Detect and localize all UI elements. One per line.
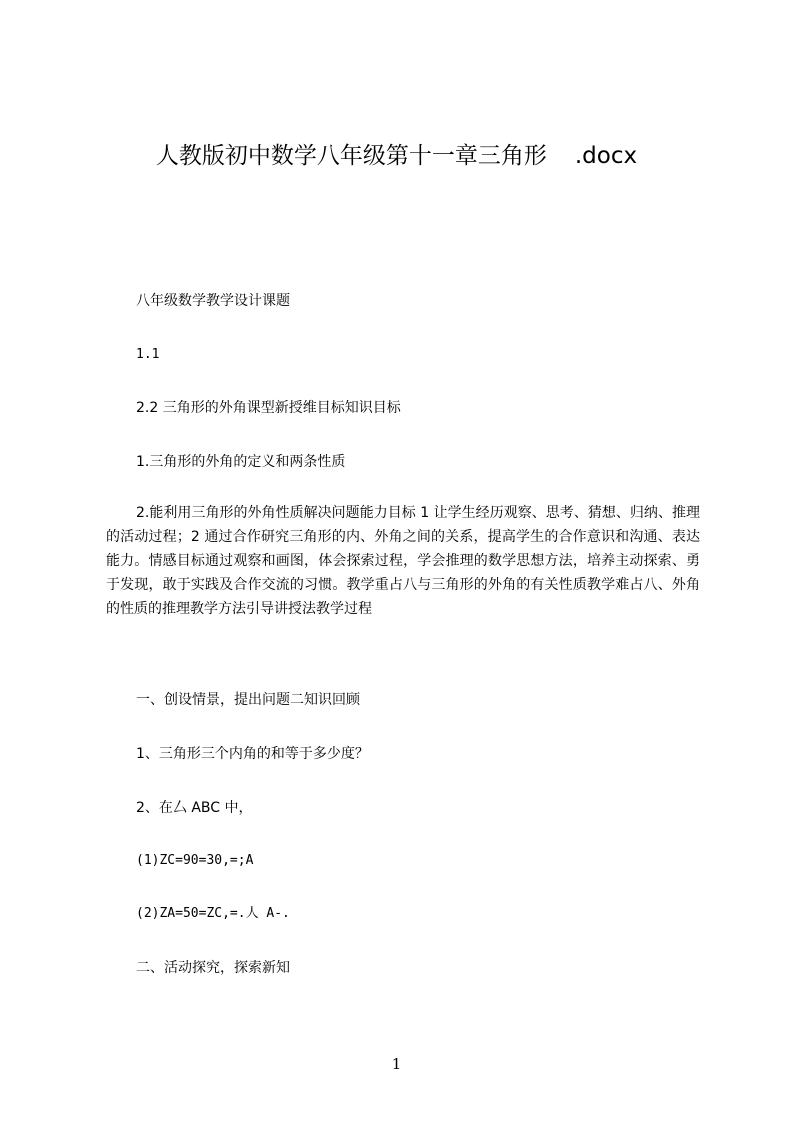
title-text: 人教版初中数学八年级第十一章三角形 <box>155 143 547 169</box>
question-two-part-two: (2)ZA=50=ZC,=.人 A-. <box>136 906 290 921</box>
paragraph-section-2-2: 2.2 三角形的外角课型新授维目标知识目标 <box>136 400 401 416</box>
paragraph-lesson-topic: 八年级数学教学设计课题 <box>136 293 290 309</box>
paragraph-section-1-1: 1.1 <box>136 347 160 362</box>
section-one-heading: 一、创设情景，提出问题二知识回顾 <box>136 692 360 708</box>
title-extension: .docx <box>574 143 638 169</box>
question-one: 1、三角形三个内角的和等于多少度？ <box>136 746 369 762</box>
question-two-part-one: (1)ZC=90=30,=;A <box>136 853 254 868</box>
question-two: 2、在厶 ABC 中， <box>136 800 253 816</box>
page-number: 1 <box>391 1055 402 1073</box>
paragraph-objectives: 2.能利用三角形的外角性质解决问题能力目标 1 让学生经历观察、思考、猜想、归纳、推理的活动过程；2 通过合作研究三角形的内、外角之间的关系，提高学生的合作意识和沟通、表达能力。情感目标通过观察和画图，体会探索过程，学会推理的数学思想方法，培养主动探索、勇于发现，敢于实践及合作交流的习惯。教学重占八与三角形的外角的有关性质教学难占八、外角的性质的推理教学方法引导讲授法教学过程 <box>106 505 700 617</box>
document-title <box>0 138 793 174</box>
section-two-heading: 二、活动探究，探索新知 <box>136 960 290 976</box>
paragraph-knowledge-goal: 1.三角形的外角的定义和两条性质 <box>136 454 346 470</box>
